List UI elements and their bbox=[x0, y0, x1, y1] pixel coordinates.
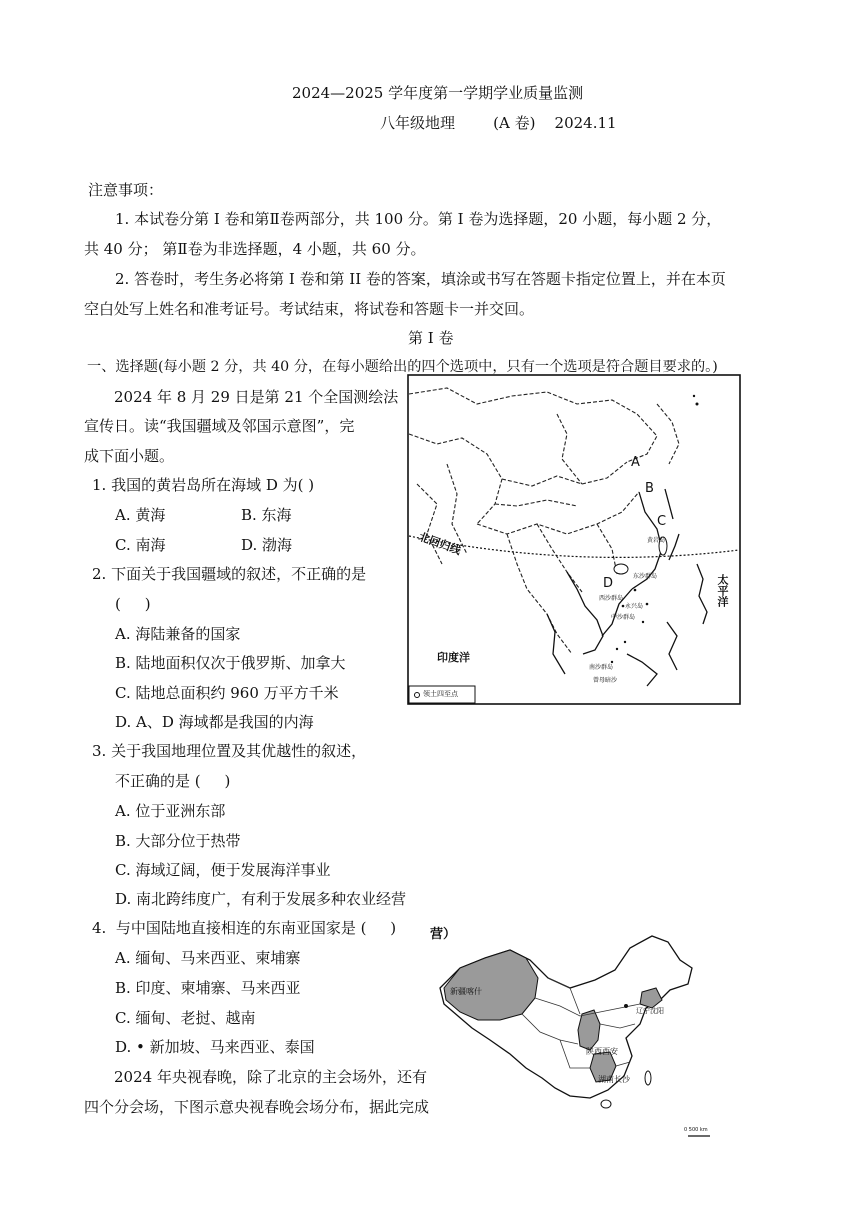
question-2-stem-blank: ( ) bbox=[115, 595, 151, 613]
map1-label-d: D bbox=[603, 576, 614, 591]
section-1-heading: 一、选择题(每小题 2 分，共 40 分，在每小题给出的四个选项中，只有一个选项是符合题目要求的。) bbox=[87, 359, 718, 375]
map1-label-b: B bbox=[645, 481, 654, 496]
map2-label-xinjiang: 新疆喀什 bbox=[450, 987, 482, 996]
map1-label-indian: 印度洋 bbox=[437, 651, 470, 664]
map2-cut-label: 营） bbox=[430, 927, 457, 942]
question-3-stem-2: 不正确的是 ( ) bbox=[115, 772, 231, 790]
notice-item-2-line-2: 空白处写上姓名和准考证号。考试结束，将试卷和答题卡一并交回。 bbox=[84, 300, 535, 318]
map1-label-zengmu: 曾母暗沙 bbox=[593, 677, 618, 684]
intro-2-line-1: 2024 年央视春晚，除了北京的主会场外，还有 bbox=[114, 1068, 427, 1086]
map1-label-huangyan: 黄岩岛 bbox=[647, 537, 666, 544]
part-1-title: 第 I 卷 bbox=[408, 329, 454, 347]
map1-label-yongxing: 永兴岛 bbox=[625, 603, 644, 610]
intro-1-line-1: 2024 年 8 月 29 日是第 21 个全国测绘法 bbox=[114, 388, 399, 406]
intro-1-line-2: 宣传日。读“我国疆域及邻国示意图”，完 bbox=[84, 417, 355, 435]
map2-label-hunan: 湖南长沙 bbox=[598, 1075, 630, 1084]
map1-label-dongsha: 东沙群岛 bbox=[633, 573, 658, 580]
exam-subtitle: 八年级地理 (A 卷) 2024.11 bbox=[380, 114, 617, 132]
map2-scale-label: 0 500 km bbox=[684, 1127, 708, 1133]
map2-label-shaanxi: 陕西西安 bbox=[586, 1047, 618, 1056]
map1-label-c: C bbox=[657, 514, 667, 529]
notice-item-1-line-2: 共 40 分； 第Ⅱ卷为非选择题，4 小题，共 60 分。 bbox=[84, 240, 426, 258]
map1-label-pacific: 太平洋 bbox=[716, 574, 729, 607]
intro-2-line-2: 四个分会场，下图示意央视春晚会场分布，据此完成 bbox=[84, 1098, 430, 1116]
question-2-option-d: D. A、D 海域都是我国的内海 bbox=[115, 713, 314, 731]
question-3-option-d: D. 南北跨纬度广，有利于发展多种农业经营 bbox=[115, 890, 407, 908]
question-2-option-b: B. 陆地面积仅次于俄罗斯、加拿大 bbox=[115, 654, 346, 672]
question-1-option-c: C. 南海 bbox=[115, 536, 166, 554]
question-1-stem: 1. 我国的黄岩岛所在海域 D 为( ) bbox=[92, 476, 315, 494]
map1-label-zhongsha: 中沙群岛 bbox=[611, 614, 636, 621]
map2-label-shenyang: 辽宁沈阳 bbox=[636, 1007, 664, 1015]
question-1-option-d: D. 渤海 bbox=[241, 536, 293, 554]
question-3-stem: 3. 关于我国地理位置及其优越性的叙述， bbox=[92, 742, 367, 760]
notice-item-1-line-1: 1. 本试卷分第 I 卷和第Ⅱ卷两部分，共 100 分。第 I 卷为选择题，20 小题，每小题 2 分， bbox=[115, 210, 722, 228]
question-4-option-b: B. 印度、柬埔寨、马来西亚 bbox=[115, 979, 301, 997]
map1-label-a: A bbox=[631, 455, 640, 470]
notice-heading: 注意事项： bbox=[88, 181, 164, 199]
notice-item-2-line-1: 2. 答卷时，考生务必将第 I 卷和第 II 卷的答案，填涂或书写在答题卡指定位置上，并在本页 bbox=[115, 270, 726, 288]
question-3-option-b: B. 大部分位于热带 bbox=[115, 832, 241, 850]
map1-label-xisha: 西沙群岛 bbox=[599, 595, 624, 602]
question-2-option-c: C. 陆地总面积约 960 万平方千米 bbox=[115, 684, 339, 702]
question-3-option-a: A. 位于亚洲东部 bbox=[115, 802, 226, 820]
question-4-option-d: D. • 新加坡、马来西亚、泰国 bbox=[115, 1038, 315, 1056]
map1-label-nansha: 南沙群岛 bbox=[589, 664, 614, 671]
question-2-option-a: A. 海陆兼备的国家 bbox=[115, 625, 241, 643]
question-3-option-c: C. 海域辽阔，便于发展海洋事业 bbox=[115, 861, 331, 879]
question-1-option-a: A. 黄海 bbox=[115, 506, 166, 524]
question-4-option-c: C. 缅甸、老挝、越南 bbox=[115, 1009, 256, 1027]
question-4-option-a: A. 缅甸、马来西亚、柬埔寨 bbox=[115, 949, 301, 967]
map1-label-tropic: 北回归线 bbox=[416, 530, 463, 558]
intro-1-line-3: 成下面小题。 bbox=[84, 447, 175, 465]
map1-legend-label: 领土四至点 bbox=[423, 690, 458, 698]
question-1-option-b: B. 东海 bbox=[241, 506, 292, 524]
question-4-stem: 4. 与中国陆地直接相连的东南亚国家是 ( ) bbox=[92, 919, 397, 937]
question-2-stem: 2. 下面关于我国疆域的叙述，不正确的是 bbox=[92, 565, 367, 583]
exam-title: 2024—2025 学年度第一学期学业质量监测 bbox=[292, 84, 584, 102]
gala-venues-map bbox=[430, 928, 720, 1144]
china-territory-map bbox=[407, 374, 741, 705]
